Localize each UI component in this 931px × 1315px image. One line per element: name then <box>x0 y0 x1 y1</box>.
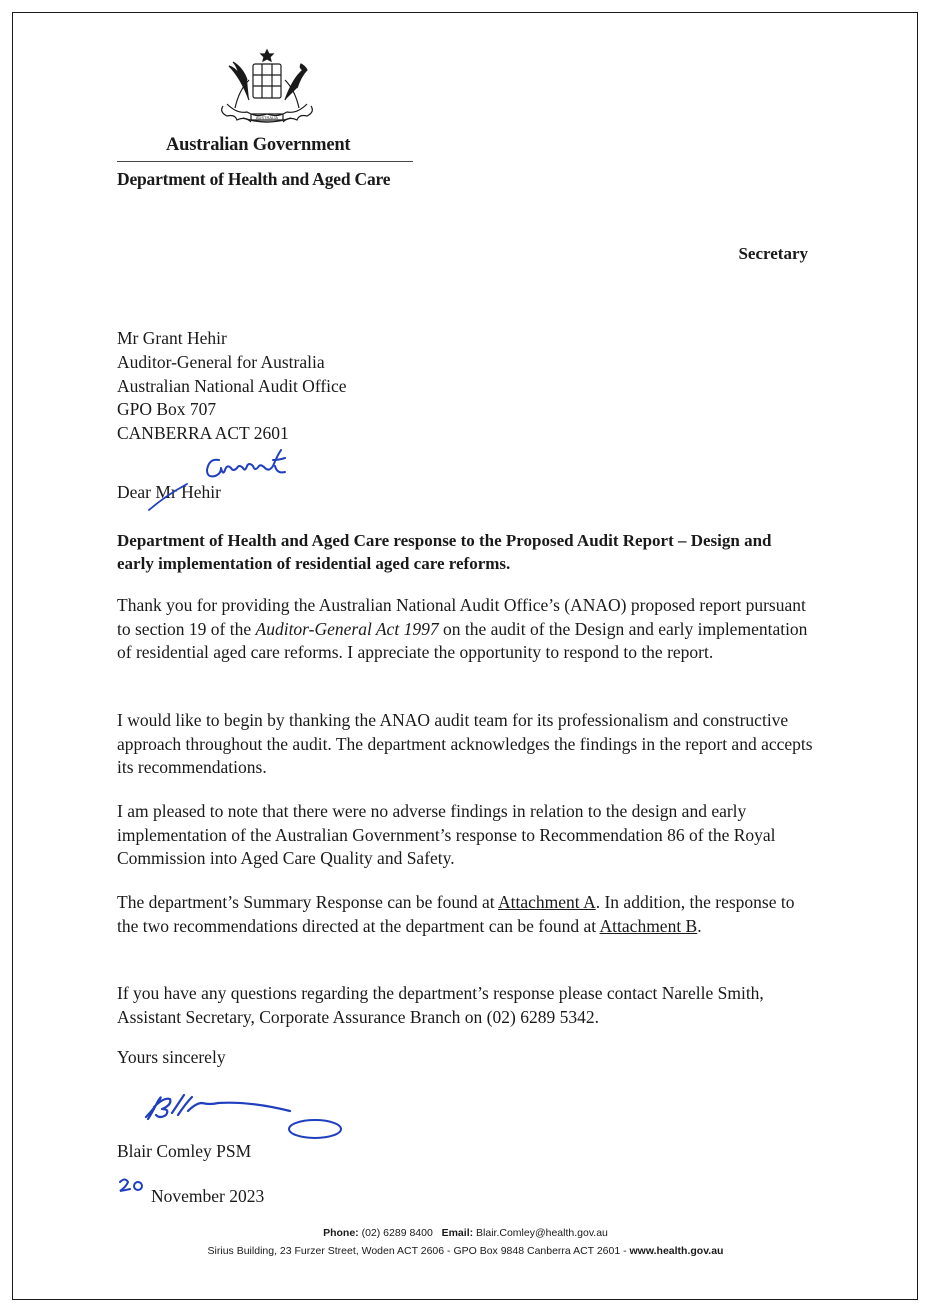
body-paragraph: I would like to begin by thanking the ANAO audit team for its professionalism and constructive approach throughout the audit. The department acknowledges the findings in the report and accepts its recommendations. <box>117 710 813 777</box>
act-title: Auditor-General Act 1997 <box>255 618 439 639</box>
footer-website: www.health.gov.au <box>629 1245 724 1257</box>
letter-date: November 2023 <box>151 1186 265 1206</box>
body-paragraph: If you have any questions regarding the department’s response please contact Narelle Smith, Assistant Secretary, Corporate Assurance Branch on (02) 6289 5342. <box>117 983 764 1027</box>
address-line: Mr Grant Hehir <box>117 328 227 348</box>
salutation-surname: Hehir <box>181 482 222 502</box>
salutation-dear: Dear <box>117 482 152 502</box>
address-line: Auditor-General for Australia <box>117 351 325 372</box>
footer-phone: (02) 6289 8400 <box>361 1227 433 1239</box>
address-line: GPO Box 707 <box>117 399 217 420</box>
office-title: Secretary <box>738 244 808 263</box>
body-paragraph: I am pleased to note that there were no adverse findings in relation to the design and early implementation of the Australian Government’s response to Recommendation 86 of the Royal Commission into Aged Care Quality and Safety. <box>117 801 776 868</box>
svg-text:AUSTRALIA: AUSTRALIA <box>255 115 279 120</box>
subject-line: Department of Health and Aged Care response to the Proposed Audit Report – Design and early implementation of residential aged care reforms. <box>117 531 772 573</box>
recipient-address <box>117 327 347 446</box>
attachment-b-reference: Attachment B <box>599 915 698 936</box>
department-name: Department of Health and Aged Care <box>117 169 391 189</box>
footer-contact: Phone: (02) 6289 8400 Email: Blair.Comley@health.gov.au <box>323 1227 608 1239</box>
government-name: Australian Government <box>166 135 351 155</box>
handwritten-day-mark <box>117 1176 151 1196</box>
signer-name: Blair Comley PSM <box>117 1141 252 1161</box>
footer-address: Sirius Building, 23 Furzer Street, Woden ACT 2606 - GPO Box 9848 Canberra ACT 2601 - www.health.gov.au <box>207 1245 724 1257</box>
body-paragraph: Thank you for providing the Australian National Audit Office’s (ANAO) proposed report pursuant to section 19 of the Auditor-General Act 1997 on the audit of the Design and early implementation of residential aged care reforms. I appreciate the opportunity to respond to the report. <box>117 595 808 662</box>
struck-title: Mr <box>155 482 176 502</box>
coat-of-arms-icon <box>213 48 321 130</box>
handwritten-grant-mark <box>203 448 293 488</box>
address-line: CANBERRA ACT 2601 <box>117 423 289 444</box>
address-line: Australian National Audit Office <box>117 375 347 396</box>
closing: Yours sincerely <box>117 1047 226 1067</box>
body-paragraph: The department’s Summary Response can be found at Attachment A. In addition, the response to the two recommendations directed at the department can be found at Attachment B. <box>117 892 795 936</box>
footer-email: Blair.Comley@health.gov.au <box>476 1227 608 1239</box>
attachment-a-reference: Attachment A <box>498 892 596 912</box>
pen-strike-mark <box>147 482 189 512</box>
signature-mark <box>140 1087 345 1142</box>
letterhead-divider <box>117 161 413 162</box>
